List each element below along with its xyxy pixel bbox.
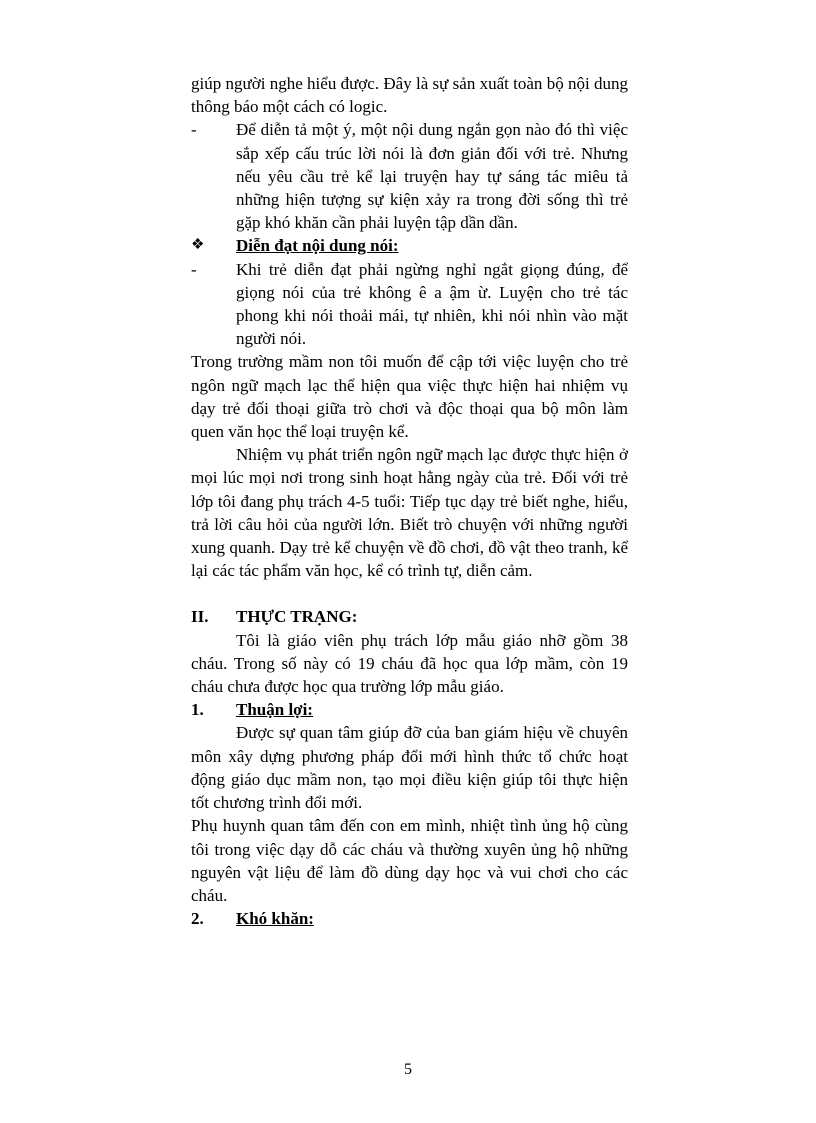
paragraph-parents: Phụ huynh quan tâm đến con em mình, nhiệt tình ủng hộ cùng tôi trong việc dạy dỗ các cháu và thường xuyên ủng hộ những nguyên vật liệu để làm đồ dùng dạy học và vui chơi cho các cháu. bbox=[191, 816, 628, 905]
bullet-heading: Diễn đạt nội dung nói: bbox=[236, 236, 399, 256]
paragraph-task: Nhiệm vụ phát triển ngôn ngữ mạch lạc được thực hiện ở mọi lúc mọi nơi trong sinh hoạt hằng ngày của trẻ. Đối với trẻ lớp tôi đang phụ trách 4-5 tuổi: Tiếp tục dạy trẻ biết nghe, hiểu, trả lời câu hỏi của người lớn. Biết trò chuyện với những người xung quanh. Dạy trẻ kể chuyện về đồ chơi, đồ vật theo tranh, kể lại các tác phẩm văn học, kể có trình tự, diễn cảm. bbox=[191, 445, 628, 581]
paragraph-advantage: Được sự quan tâm giúp đỡ của ban giám hiệu về chuyên môn xây dựng phương pháp đổi mới hình thức tổ chức hoạt động giáo dục mầm non, tạo mọi điều kiện giúp tôi thực hiện tốt chương trình đổi mới. bbox=[191, 723, 628, 813]
subsection-title: Khó khăn: bbox=[236, 909, 314, 929]
spacer bbox=[191, 582, 628, 605]
body-text bbox=[191, 72, 628, 930]
subsection-number: 2. bbox=[191, 909, 204, 929]
page-number: 5 bbox=[404, 1061, 412, 1078]
paragraph-class-info: Tôi là giáo viên phụ trách lớp mẫu giáo nhỡ gồm 38 cháu. Trong số này có 19 cháu đã học qua lớp mầm, còn 19 cháu chưa được học qua trường lớp mẫu giáo. bbox=[191, 630, 628, 697]
section-title: THỰC TRẠNG: bbox=[236, 607, 358, 627]
paragraph-expression: Khi trẻ diễn đạt phải ngừng nghỉ ngắt giọng đúng, để giọng nói của trẻ không ê a ậm ừ. Luyện cho trẻ tác phong khi nói thoải mái, tự nhiên, khi nói nhìn vào mặt người nói. bbox=[236, 259, 628, 349]
subsection-heading-1 bbox=[191, 698, 628, 721]
dash-paragraph-expression bbox=[191, 258, 628, 351]
diamond-bullet-icon: ❖ bbox=[191, 237, 205, 254]
paragraph-continuation: giúp người nghe hiểu được. Đây là sự sản xuất toàn bộ nội dung thông báo một cách có logic. bbox=[191, 74, 628, 117]
subsection-heading-2 bbox=[191, 907, 628, 930]
paragraph-structure: Để diễn tả một ý, một nội dung ngắn gọn nào đó thì việc sắp xếp cấu trúc lời nói là đơn giản đối với trẻ. Nhưng nếu yêu cầu trẻ kể lại truyện hay tự sáng tác miêu tả những hiện tượng sự kiện xảy ra trong đời sống thì trẻ gặp khó khăn cần phải luyện tập dần dần. bbox=[236, 120, 628, 233]
subsection-number: 1. bbox=[191, 700, 204, 720]
dash-marker: - bbox=[191, 259, 197, 279]
dash-marker: - bbox=[191, 120, 197, 140]
section-number: II. bbox=[191, 607, 209, 627]
section-heading bbox=[191, 605, 628, 628]
dash-paragraph-structure bbox=[191, 118, 628, 234]
bullet-heading-row bbox=[191, 234, 628, 257]
paragraph-kindergarten: Trong trường mầm non tôi muốn để cập tới việc luyện cho trẻ ngôn ngữ mạch lạc thể hiện qua việc thực hiện hai nhiệm vụ dạy trẻ đối thoại giữa trò chơi và độc thoại qua bộ môn làm quen văn học thể loại truyện kể. bbox=[191, 352, 628, 442]
subsection-title: Thuận lợi: bbox=[236, 700, 313, 720]
